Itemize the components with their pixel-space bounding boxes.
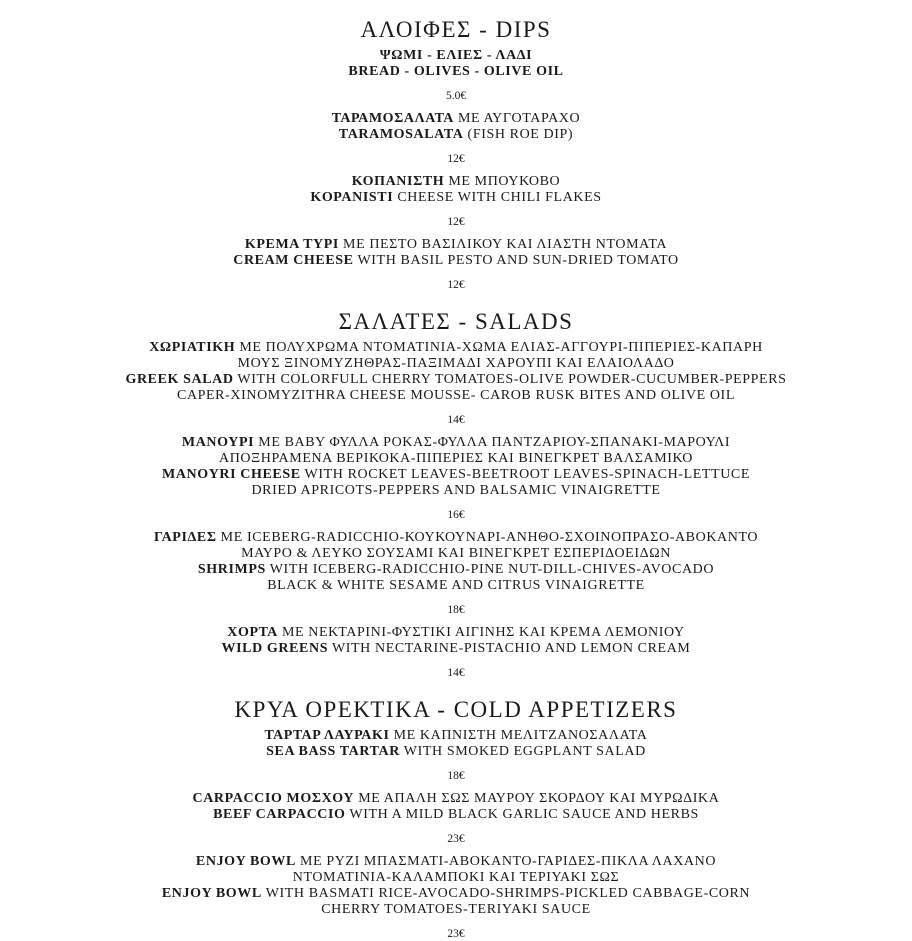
item-line <box>0 886 912 902</box>
item-line <box>0 64 912 80</box>
item-line <box>0 578 912 594</box>
item-description: ΜΕ ΝΕΚΤΑΡΙΝΙ-ΦΥΣΤΙΚΙ ΑΙΓΙΝΗΣ ΚΑΙ ΚΡΕΜΑ ΛΕΜΟΝΙΟΥ <box>277 625 685 640</box>
item-line <box>0 625 912 641</box>
menu-section <box>0 694 912 941</box>
item-line <box>0 111 912 127</box>
item-line <box>0 451 912 467</box>
menu-item <box>0 340 912 427</box>
menu-section <box>0 14 912 292</box>
item-name: ENJOY BOWL <box>195 854 296 869</box>
item-price: 18€ <box>447 770 465 782</box>
item-price: 12€ <box>447 279 465 291</box>
item-line <box>0 870 912 886</box>
item-name: TARAMOSALATA <box>338 127 464 142</box>
item-description: DRIED APRICOTS-PEPPERS AND BALSAMIC VINAIGRETTE <box>251 483 661 498</box>
item-price: 23€ <box>447 928 465 940</box>
item-description: CHEESE WITH CHILI FLAKES <box>393 190 602 205</box>
item-price: 12€ <box>447 153 465 165</box>
item-description: ΜΕ ΚΑΠΝΙΣΤΗ ΜΕΛΙΤΖΑΝΟΣΑΛΑΤΑ <box>389 728 648 743</box>
item-description: ΜΕ ICEBERG-RADICCHIO-ΚΟΥΚΟΥΝΑΡΙ-ΑΝΗΘΟ-ΣΧΟΙΝΟΠΡΑΣΟ-ΑΒΟΚΑΝΤΟ <box>216 530 759 545</box>
item-description: WITH ROCKET LEAVES-BEETROOT LEAVES-SPINACH-LETTUCE <box>300 467 750 482</box>
item-name: ΨΩΜΙ - ΕΛΙΕΣ - ΛΑΔΙ <box>379 48 533 63</box>
item-name: WILD GREENS <box>221 641 329 656</box>
item-line <box>0 546 912 562</box>
item-line <box>0 807 912 823</box>
item-price: 23€ <box>447 833 465 845</box>
item-description: WITH NECTARINE-PISTACHIO AND LEMON CREAM <box>328 641 691 656</box>
item-description: (FISH ROE DIP) <box>463 127 574 142</box>
menu-item <box>0 728 912 783</box>
item-line <box>0 483 912 499</box>
item-price: 14€ <box>447 414 465 426</box>
item-name: CARPACCIO ΜΟΣΧΟΥ <box>192 791 355 806</box>
item-description: WITH BASMATI RICE-AVOCADO-SHRIMPS-PICKLED CABBAGE-CORN <box>261 886 751 901</box>
item-line <box>0 641 912 657</box>
item-price: 18€ <box>447 604 465 616</box>
item-line <box>0 902 912 918</box>
item-name: ΧΩΡΙΑΤΙΚΗ <box>149 340 236 355</box>
menu-item <box>0 237 912 292</box>
item-line <box>0 340 912 356</box>
item-line <box>0 791 912 807</box>
item-name: ΤΑΡΤΑΡ ΛΑΥΡΑΚΙ <box>264 728 390 743</box>
menu-section <box>0 306 912 680</box>
item-name: ENJOY BOWL <box>161 886 262 901</box>
item-line <box>0 356 912 372</box>
item-line <box>0 127 912 143</box>
item-name: KOPANISTI <box>310 190 394 205</box>
item-description: WITH A MILD BLACK GARLIC SAUCE AND HERBS <box>345 807 699 822</box>
menu-item <box>0 625 912 680</box>
item-name: MANOYRI CHEESE <box>162 467 301 482</box>
item-price: 14€ <box>447 667 465 679</box>
item-name: ΚΟΠΑΝΙΣΤΗ <box>351 174 445 189</box>
item-line <box>0 237 912 253</box>
item-name: ΓΑΡΙΔΕΣ <box>153 530 217 545</box>
item-line <box>0 388 912 404</box>
item-line <box>0 467 912 483</box>
section-title: ΣΑΛΑΤΕΣ - SALADS <box>338 309 574 334</box>
section-title: ΑΛΟΙΦΕΣ - DIPS <box>360 17 552 42</box>
item-price: 12€ <box>447 216 465 228</box>
item-description: CHERRY TOMATOES-TERIYAKI SAUCE <box>321 902 591 917</box>
menu-item <box>0 111 912 166</box>
item-description: CAPER-XINOMYZITHRA CHEESE MOUSSE- CAROB RUSK BITES AND OLIVE OIL <box>177 388 735 403</box>
item-description: WITH SMOKED EGGPLANT SALAD <box>399 744 646 759</box>
item-name: CREAM CHEESE <box>233 253 354 268</box>
item-description: ΜΕ ΑΠΑΛΗ ΣΩΣ ΜΑΥΡΟΥ ΣΚΟΡΔΟΥ ΚΑΙ ΜΥΡΩΔΙΚΑ <box>354 791 720 806</box>
item-description: WITH BASIL PESTO AND SUN-DRIED TOMATO <box>353 253 679 268</box>
item-description: ΜΕ ΠΟΛΥΧΡΩΜΑ ΝΤΟΜΑΤΙΝΙΑ-ΧΩΜΑ ΕΛΙΑΣ-ΑΓΓΟΥΡΙ-ΠΙΠΕΡΙΕΣ-ΚΑΠΑΡΗ <box>235 340 763 355</box>
item-line <box>0 562 912 578</box>
item-description: ΜΟΥΣ ΞΙΝΟΜΥΖΗΘΡΑΣ-ΠΑΞΙΜΑΔΙ ΧΑΡΟΥΠΙ ΚΑΙ ΕΛΑΙΟΛΑΔΟ <box>237 356 675 371</box>
item-line <box>0 253 912 269</box>
menu-item <box>0 791 912 846</box>
item-description: ΜΕ ΑΥΓΟΤΑΡΑΧΟ <box>453 111 581 126</box>
menu-item <box>0 48 912 103</box>
item-name: BEEF CARPACCIO <box>213 807 346 822</box>
item-line <box>0 372 912 388</box>
item-name: BREAD - OLIVES - OLIVE OIL <box>348 64 564 79</box>
item-line <box>0 48 912 64</box>
item-description: ΜΕ ΡΥΖΙ ΜΠΑΣΜΑΤΙ-ΑΒΟΚΑΝΤΟ-ΓΑΡΙΔΕΣ-ΠΙΚΛΑ ΛΑΧΑΝΟ <box>295 854 717 869</box>
menu-item <box>0 530 912 617</box>
item-line <box>0 530 912 546</box>
item-description: BLACK & WHITE SESAME AND CITRUS VINAIGRETTE <box>267 578 645 593</box>
item-name: ΜΑΝΟΥΡΙ <box>181 435 255 450</box>
item-line <box>0 190 912 206</box>
item-description: ΑΠΟΞΗΡΑΜΕΝΑ ΒΕΡΙΚΟΚΑ-ΠΙΠΕΡΙΕΣ ΚΑΙ ΒΙΝΕΓΚΡΕΤ ΒΑΛΣΑΜΙΚΟ <box>219 451 693 466</box>
item-description: ΝΤΟΜΑΤΙΝΙΑ-ΚΑΛΑΜΠΟΚΙ ΚΑΙ ΤΕΡΙΥΑΚΙ ΣΩΣ <box>292 870 620 885</box>
item-description: ΜΕ BABY ΦΥΛΛΑ ΡΟΚΑΣ-ΦΥΛΛΑ ΠΑΝΤΖΑΡΙΟΥ-ΣΠΑΝΑΚΙ-ΜΑΡΟΥΛΙ <box>254 435 731 450</box>
item-price: 5.0€ <box>445 90 467 102</box>
section-title: ΚΡΥΑ ΟΡΕΚΤΙΚΑ - COLD APPETIZERS <box>234 697 678 722</box>
item-description: ΜΕ ΠΕΣΤΟ ΒΑΣΙΛΙΚΟΥ ΚΑΙ ΛΙΑΣΤΗ ΝΤΟΜΑΤΑ <box>338 237 668 252</box>
item-description: WITH ICEBERG-RADICCHIO-PINE NUT-DILL-CHIVES-AVOCADO <box>265 562 715 577</box>
item-description: ΜΑΥΡΟ & ΛΕΥΚΟ ΣΟΥΣΑΜΙ ΚΑΙ ΒΙΝΕΓΚΡΕΤ ΕΣΠΕΡΙΔΟΕΙΔΩΝ <box>241 546 671 561</box>
item-name: ΚΡΕΜΑ ΤΥΡΙ <box>244 237 339 252</box>
item-name: ΧΟΡΤΑ <box>227 625 278 640</box>
item-name: SHRIMPS <box>197 562 266 577</box>
item-line <box>0 744 912 760</box>
item-line <box>0 174 912 190</box>
item-name: GREEK SALAD <box>125 372 234 387</box>
item-description: ΜΕ ΜΠΟΥΚΟΒΟ <box>444 174 561 189</box>
item-price: 16€ <box>447 509 465 521</box>
item-line <box>0 728 912 744</box>
menu-item <box>0 174 912 229</box>
item-name: ΤΑΡΑΜΟΣΑΛΑΤΑ <box>331 111 454 126</box>
item-line <box>0 854 912 870</box>
item-description: WITH COLORFULL CHERRY TOMATOES-OLIVE POWDER-CUCUMBER-PEPPERS <box>233 372 787 387</box>
menu-item <box>0 435 912 522</box>
item-name: SEA BASS TARTAR <box>266 744 400 759</box>
item-line <box>0 435 912 451</box>
